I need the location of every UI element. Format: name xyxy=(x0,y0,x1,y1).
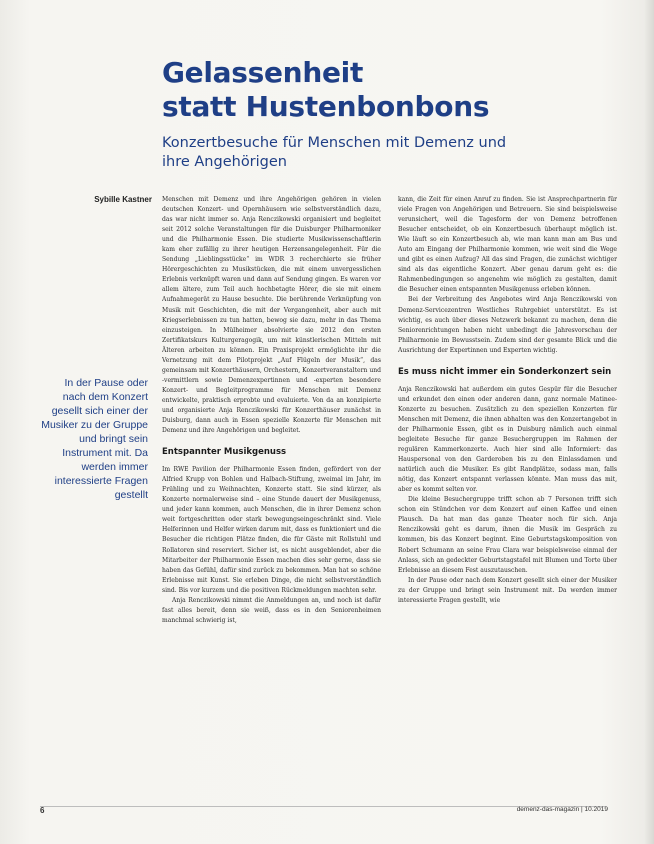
subtitle-line-2: ihre Angehörigen xyxy=(162,154,287,170)
pull-quote: In der Pause oder nach dem Konzert gesellt sich einer der Musiker zu der Gruppe und bringt sein Instrument mit. Da werden immer interessierte Fragen gestellt xyxy=(41,377,148,501)
subtitle-line-1: Konzertbesuche für Menschen mit Demenz und xyxy=(162,135,507,151)
text-column-2 xyxy=(398,195,617,809)
article-subtitle xyxy=(162,134,562,172)
article-title xyxy=(162,56,602,124)
section-heading: Entspannter Musikgenuss xyxy=(162,447,287,458)
paragraph: Menschen mit Demenz und ihre Angehörigen gehören in vielen deutschen Konzert- und Opernhäusern wie selbstverständlich dazu, das war nicht immer so. Anja Renczikowski organisiert und begleitet seit 2012 solche Veranstaltungen für die Duisburger Philharmoniker und die Philharmonie Essen. Die studierte Musikwissenschaftlerin kam eher zufällig zu ihrer heutigen Herzensangelegenheit. Für die Sendung „Lieblingsstücke“ im WDR 3 recherchierte sie früher Hörergeschichten zu Musikstücken, die mit einem unvergesslichen Erlebnis verknüpft waren und dann auf Sendung gingen. Es waren vor allem ältere, zum Teil auch hochbetagte Hörer, die sie mit einem Aufnahmegerät zu Hause besuchte. Die berührende Verknüpfung von Musik mit Geschichten, die mit der Vergangenheit, aber auch mit Kriegserlebnissen zu tun hatten, bewog sie dazu, mehr in das Thema einzusteigen. In Mülheimer absolvierte sie 2012 den ersten Zertifikatskurs Kulturgeragogik, um mit künstlerischen Mitteln mit Älteren arbeiten zu können. Ein Praxisprojekt ermöglichte ihr die Vernetzung mit dem Pilotprojekt „Auf Flügeln der Musik“, das gemeinsam mit Konzerthäusern, Orchestern, Konzertveranstaltern und -vermittlern sowie Demenzexpertinnen und -experten besondere Konzert- und Begleitprogramme für Menschen mit Demenz entwickelte, praktisch erprobte und evaluierte. Von da an konzipierte und organisierte Anja Renczikowski für Konzerthäuser zunächst in Duisburg, dann auch in Essen spezielle Konzerte für Menschen mit Demenz und ihre Angehörigen und begleitet. xyxy=(162,196,381,435)
paragraph: In der Pause oder nach dem Konzert gesellt sich einer der Musiker zu der Gruppe und bringt sein Instrument mit. Da werden immer interessierte Fragen gestellt, wie xyxy=(398,576,617,604)
title-line-1: Gelassenheit xyxy=(162,56,364,89)
publication-info: demenz-das-magazin | 10.2019 xyxy=(516,806,608,813)
paragraph: Die kleine Besuchergruppe trifft schon ab 7 Personen trifft sich schon ein Stündchen vor dem Konzert auf einen Kaffee und einen Plausch. Da hat man das ganze Theater noch für sich. Anja Renczikowski geht es darum, ihnen die Musik im Gespräch zu kommen, bis das Konzert beginnt. Eine Geburtstagskomposition von Robert Schumann an seine Frau Clara war beispielsweise einmal der Anlass, sich an gedeckter Geburtstagstafel mit Blumen und Torte über Erlebnisse an diesem Fest auszutauschen. xyxy=(398,496,617,574)
paragraph: Anja Renczikowski hat außerdem ein gutes Gespür für die Besucher und erkundet den einen oder anderen dann, ganz normale Matinee-Konzerte zu besuchen. Zusätzlich zu den speziellen Konzerten für Menschen mit Demenz, die ihnen abhalten was den Konzertangebot in der Philharmonie Essen, gibt es in Duisburg nämlich auch einmal begleitete Besuche für ganze Besuchergruppen im Rahmen der regulären Kammerkonzerte. Auch hier sind alle Informiert: das Hauspersonal von den Garderoben bis zu den Einlassdamen und natürlich auch die Musiker. Es gibt Randplätze, sodass man, falls nötig, das Konzert entspannt verlassen könnte. Man muss das mit, aber es kommt selten vor. xyxy=(398,385,617,494)
paragraph: Im RWE Pavilion der Philharmonie Essen finden, gefördert von der Alfried Krupp von Bohlen und Halbach-Stiftung, zweimal im Jahr, im Frühling und zu Weihnachten, Konzerte statt. Sie sind kürzer, als Konzerte normalerweise sind – eine Stunde dauert der Musikgenuss, und jeder kann kommen, auch Menschen, die in ihrer Demenz schon weit fortgeschritten oder stark bewegungseingeschränkt sind. Viele Helferinnen und Helfer wirken darum mit, dass es funktioniert und die Besucher die richtigen Plätze finden, die für Gäste mit Rollstuhl und Rollatoren sind reserviert. Sicher ist, es nicht ausgeblendet, aber die Mitarbeiter der Philharmonie Essen machen dies sehr gerne, dass sie haben das Gefühl, dafür sind zurück zu bekommen. Man hat so schöne Erlebnisse mit Kunst. Sie erleben Dinge, die nicht selbstverständlich sind. Bis vor kurzem und die positiven Rückmeldungen machten sehr. xyxy=(162,466,381,594)
title-line-2: statt Hustenbonbons xyxy=(162,90,490,123)
author-name: Sybille Kastner xyxy=(94,195,152,204)
text-column-1 xyxy=(162,195,381,809)
page-number: 6 xyxy=(40,806,45,815)
paragraph: Anja Renczikowski nimmt die Anmeldungen an, und noch ist dafür fast alles bereit, denn sie weiß, dass es in den Seniorenheimen manchmal schwierig ist, xyxy=(162,596,381,624)
page-edge-shadow xyxy=(644,0,654,844)
paragraph: kann, die Zeit für einen Anruf zu finden. Sie ist Ansprechpartnerin für viele Fragen von Angehörigen und Betreuern. Sie sind beispielsweise verunsichert, weil die Tagesform der von Demenz betroffenen Besucher entscheidet, ob ein Konzertbesuch überhaupt möglich ist. Wie läuft so ein Konzertbesuch ab, wie man kann man am Bus und Auto am Eingang der Philharmonie kommen, wie weit sind die Wege und gibt es einen Aufzug? All das sind Fragen, die zunächst wichtiger sind als das eigentliche Konzert. Aber genau darum geht es: die Rahmenbedingungen so angenehm wie möglich zu gestalten, damit die Besucher einen entspannten Musikgenuss erleben können. xyxy=(398,196,617,294)
section-heading: Es muss nicht immer ein Sonderkonzert sein xyxy=(398,366,612,377)
paragraph: Bei der Verbreitung des Angebotes wird Anja Renczikowski von Demenz-Servicezentren Westliches Ruhrgebiet unterstützt. Es ist wichtig, es auch über dieses Netzwerk bekannt zu machen, denn die Seniorenrichtungen haben nicht unbedingt die Jahresvorschau der Philharmonie im Bewusstsein. Zudem sind der gesamte Blick und die Ausrichtung der Expertinnen und Experten wichtig. xyxy=(398,296,617,354)
